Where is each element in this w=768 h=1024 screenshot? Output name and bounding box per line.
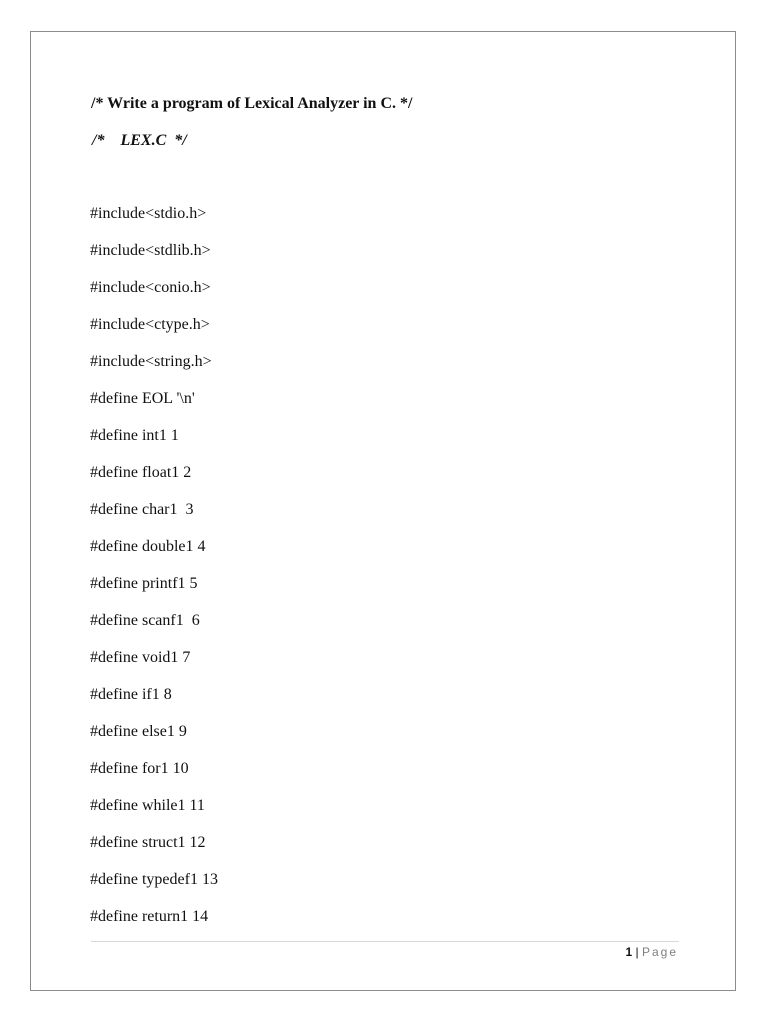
code-line: #define if1 8 [90,686,172,703]
code-line: #include<ctype.h> [90,316,210,333]
code-line: #define while1 11 [90,797,205,814]
code-line: #define double1 4 [90,538,206,555]
code-line: #define struct1 12 [90,834,206,851]
code-line: #define int1 1 [90,427,179,444]
code-line: #define return1 14 [90,908,209,925]
code-line: #define printf1 5 [90,575,198,592]
code-line: #define EOL '\n' [90,390,195,407]
page-label: Page [641,945,678,959]
footer-divider [91,941,679,942]
code-line: #include<stdio.h> [90,205,207,222]
code-line: #define for1 10 [90,760,189,777]
code-line: #define scanf1 6 [90,612,200,629]
code-line: #define char1 3 [90,501,194,518]
code-line: #define typedef1 13 [90,871,218,888]
document-page [30,31,736,991]
code-line: #include<stdlib.h> [90,242,211,259]
code-line: #include<conio.h> [90,279,211,296]
code-listing [90,204,218,944]
page-number: 1 [625,945,633,959]
page-footer [625,944,678,960]
code-line: #define float1 2 [90,464,192,481]
code-line: #define void1 7 [90,649,191,666]
code-line: #define else1 9 [90,723,187,740]
page-separator: | [632,945,642,959]
filename-comment: /* LEX.C */ [92,132,187,149]
code-line: #include<string.h> [90,353,212,370]
program-title-comment: /* Write a program of Lexical Analyzer in C. */ [91,95,413,112]
